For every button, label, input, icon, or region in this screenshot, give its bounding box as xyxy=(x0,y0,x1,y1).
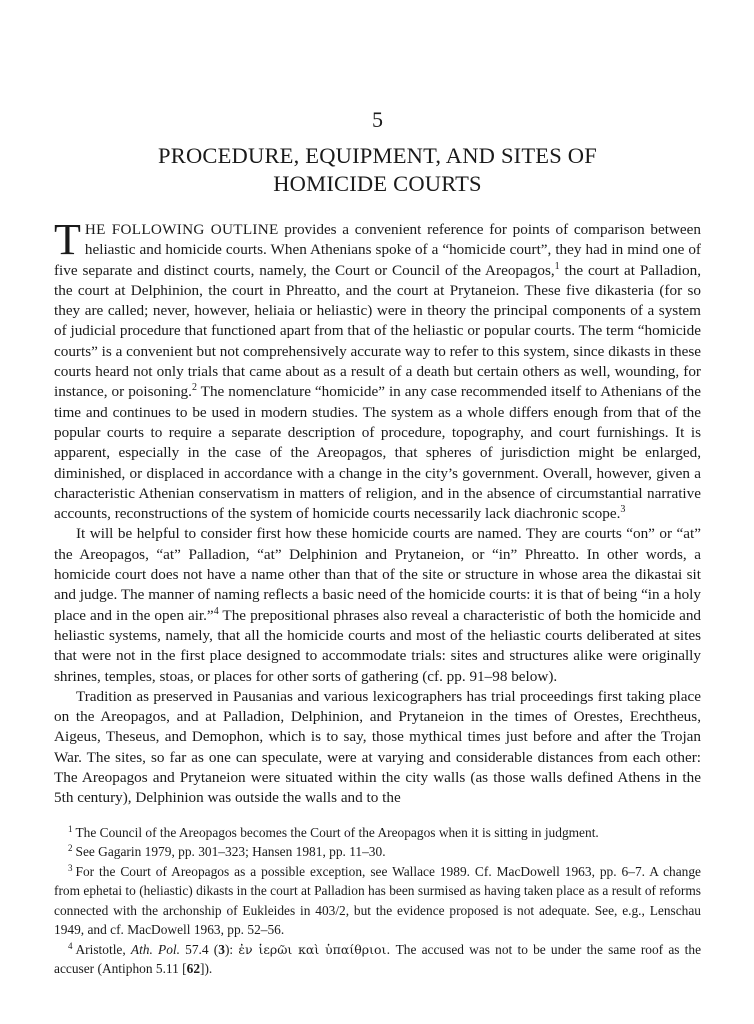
paragraph-1-text-a: provides a convenient reference for points of comparison between heliastic and homicide courts. When Athenians spoke of a “homicide court”, they had in mind one of five separate and distinct courts, namely, the Court or Council of the Areopagos, xyxy=(54,221,701,279)
paragraph-3: Tradition as preserved in Pausanias and various lexicographers has trial proceedings first taking place on the Areopagos, and at Palladion, Delphinion, and Prytaneion in the times of Orestes, Erechtheus, Aigeus, Theseus, and Demophon, which is to say, those mythical times just before and after the Trojan War. The sites, so far as one can speculate, were at varying and considerable distances from each other: The Areopagos and Prytaneion were situated within the city walls (as those walls defined Athens in the 5th century), Delphinion was outside the walls and to the xyxy=(54,687,701,807)
chapter-number: 5 xyxy=(372,107,383,132)
footnote-2 xyxy=(54,842,701,862)
drop-cap: T xyxy=(54,215,81,264)
footnote-3-number: 3 xyxy=(68,862,73,873)
footnote-4-greek-quote: ἐν ἱερῶι καὶ ὑπαίθριοι. xyxy=(238,941,391,957)
footnotes xyxy=(54,823,701,979)
footnote-4-ref-2: 62 xyxy=(186,961,201,977)
paragraph-1 xyxy=(54,215,702,524)
footnote-4-text-a: Aristotle, xyxy=(75,941,131,957)
footnote-3-text: For the Court of Areopagos as a possible exception, see Wallace 1989. Cf. MacDowell 1963, pp. 6–7. A change from ephetai to (heliastic) dikasts in the court at Palladion has been surmised as having taken place as a result of reforms connected with the archonship of Eukleides in 403/2, but the evidence proposed is not adequate. See, e.g., Lenschau 1949, and cf. MacDowell 1963, pp. 52–56. xyxy=(54,863,701,938)
paragraph-1-text-b: the court at Palladion, the court at Delphinion, the court in Phreatto, and the court at Prytaneion. These five dikasteria (for so they are called; never, however, heliaia or heliastic) were in theory the principal components of a system of judicial procedure that functioned apart from that of the heliastic or popular courts. The term “homicide courts” is a convenient but not comprehensively accurate way to refer to this system, since dikasts in these courts heard not only trials that came about as a result of a death but certain others as well, wounding, for instance, or poisoning. xyxy=(54,261,701,401)
footnote-4 xyxy=(54,940,701,979)
paragraph-1-text-c: The nomenclature “homicide” in any case recommended itself to Athenians of the time and continues to be used in modern studies. The system as a whole differs enough from that of the popular courts to require a separate description of procedure, topography, and court furnishings. It is apparent, especially in the case of the Areopagos, that spheres of jurisdiction might be enlarged, diminished, or displaced in accordance with a change in the city’s government. Overall, however, given a characteristic Athenian conservatism in matters of religion, and in the absence of circumstantial narrative accounts, reconstructions of the system of homicide courts necessarily lack diachronic scope. xyxy=(54,383,702,523)
footnote-ref-1[interactable]: 1 xyxy=(554,260,560,272)
footnote-1-text: The Council of the Areopagos becomes the Court of the Areopagos when it is sitting in judgment. xyxy=(75,824,599,840)
paragraph-2 xyxy=(54,524,701,686)
footnote-ref-3[interactable]: 3 xyxy=(620,504,626,516)
footnote-4-text-b: 57.4 ( xyxy=(179,941,219,957)
footnote-2-text: See Gagarin 1979, pp. 301–323; Hansen 1981, pp. 11–30. xyxy=(75,844,386,860)
footnote-4-text-d: The accused was not to be under the same roof as the accuser (Antiphon 5.11 [ xyxy=(54,941,702,977)
chapter-title-line-2: HOMICIDE COURTS xyxy=(273,171,482,196)
lead-in-caps: HE FOLLOWING OUTLINE xyxy=(84,221,279,238)
footnote-2-number: 2 xyxy=(68,843,73,854)
footnote-3 xyxy=(54,862,701,940)
footnote-4-ref: 3 xyxy=(218,941,225,957)
footnote-4-number: 4 xyxy=(68,940,73,951)
chapter-title-line-1: PROCEDURE, EQUIPMENT, AND SITES OF xyxy=(158,143,597,168)
footnote-1-number: 1 xyxy=(68,823,73,834)
footnote-ref-4[interactable]: 4 xyxy=(213,605,219,617)
paragraph-2-text-a: It will be helpful to consider first how these homicide courts are named. They are courts “on” or “at” the Areopagos, “at” Palladion, “at” Delphinion and Prytaneion, or “in” Phreatto. In other words, a homicide court does not have a name other than that of the site or structure in whose area the dikastai sit and judge. The manner of naming reflects a basic need of the homicide courts: it is that of being “in a holy place and in the open air.” xyxy=(54,525,701,624)
body-text xyxy=(54,215,702,809)
footnote-4-work-title: Ath. Pol. xyxy=(130,941,180,957)
chapter-title xyxy=(54,142,701,198)
paragraph-2-text-b: The prepositional phrases also reveal a characteristic of both the homicide and heliastic systems, namely, that all the homicide courts and most of the heliastic courts deliberated at sites that were not in the first place designed to accommodate trials: sites and structures alike were originally shrines, temples, stoas, or places for other sorts of gathering (cf. pp. 91–98 below). xyxy=(54,606,702,685)
footnote-ref-2[interactable]: 2 xyxy=(191,382,197,394)
footnote-4-text-c: ): xyxy=(224,941,239,957)
footnote-1 xyxy=(54,823,701,843)
footnote-4-text-e: ]). xyxy=(200,961,213,977)
book-page xyxy=(54,108,701,979)
